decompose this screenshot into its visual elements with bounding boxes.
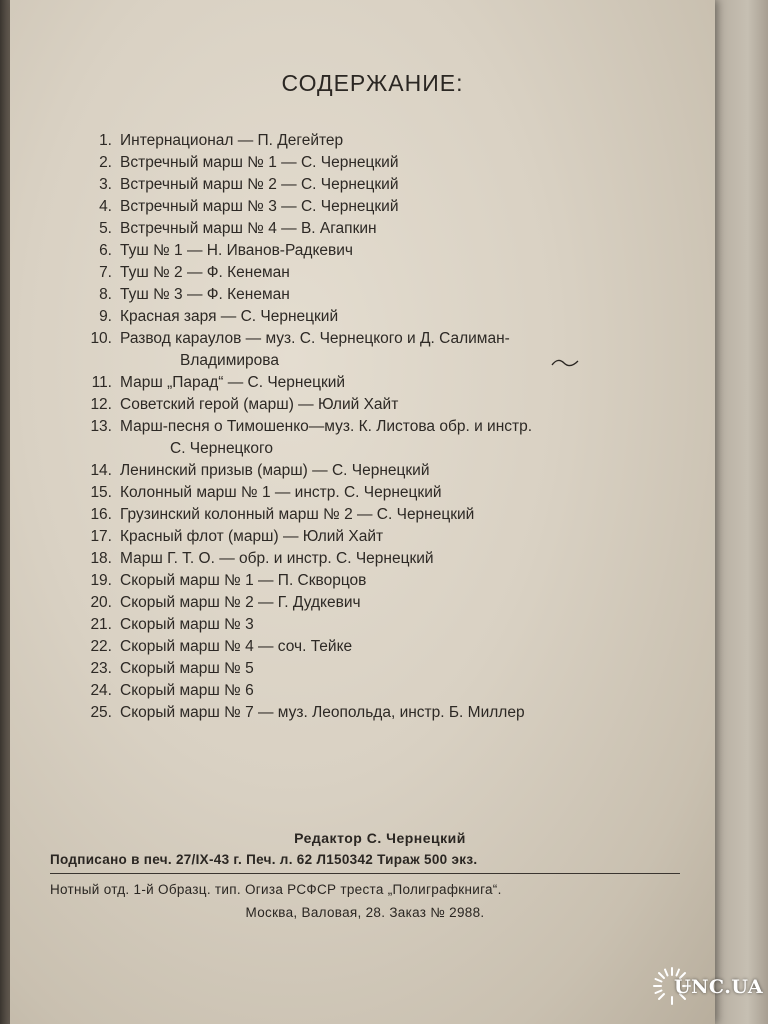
toc-item-title: Красный флот (марш) — Юлий Хайт xyxy=(120,528,384,545)
toc-item-number: 7. xyxy=(99,264,112,281)
toc-item-number: 18. xyxy=(90,550,112,567)
document-page xyxy=(10,0,715,1024)
toc-item xyxy=(70,174,690,196)
toc-item-title: Интернационал — П. Дегейтер xyxy=(120,132,344,149)
editor-line: Редактор С. Чернецкий xyxy=(294,830,466,846)
toc-item-number: 22. xyxy=(90,638,112,655)
toc-item xyxy=(70,658,690,680)
toc-item xyxy=(70,526,690,548)
toc-item-title: Скорый марш № 3 xyxy=(120,616,254,633)
toc-item-title: Скорый марш № 7 — муз. Леопольда, инстр. Б. Миллер xyxy=(120,704,525,721)
toc-item-title: Встречный марш № 3 — С. Чернецкий xyxy=(120,198,399,215)
imprint-line: Подписано в печ. 27/IX-43 г. Печ. л. 62 Л150342 Тираж 500 экз. xyxy=(50,852,680,874)
toc-item-number: 2. xyxy=(99,154,112,171)
printer-line: Нотный отд. 1-й Образц. тип. Огиза РСФСР треста „Полиграфкнига“. xyxy=(50,882,502,897)
publication-footer xyxy=(50,830,680,920)
toc-item xyxy=(70,328,690,372)
toc-item xyxy=(70,460,690,482)
toc-item-number: 24. xyxy=(90,682,112,699)
toc-item-continuation: С. Чернецкого xyxy=(170,440,273,457)
toc-item-number: 5. xyxy=(99,220,112,237)
toc-item-title: Скорый марш № 6 xyxy=(120,682,254,699)
toc-item-number: 17. xyxy=(90,528,112,545)
toc-item xyxy=(70,504,690,526)
toc-item-title: Встречный марш № 4 — В. Агапкин xyxy=(120,220,377,237)
toc-item-number: 13. xyxy=(90,418,112,435)
toc-item-title: Скорый марш № 1 — П. Скворцов xyxy=(120,572,367,589)
toc-item-title: Марш Г. Т. О. — обр. и инстр. С. Чернецкий xyxy=(120,550,434,567)
toc-item-number: 3. xyxy=(99,176,112,193)
toc-item-title: Туш № 3 — Ф. Кенеман xyxy=(120,286,290,303)
toc-item xyxy=(70,636,690,658)
toc-item xyxy=(70,306,690,328)
toc-item xyxy=(70,548,690,570)
toc-item xyxy=(70,284,690,306)
toc-item-title: Красная заря — С. Чернецкий xyxy=(120,308,339,325)
toc-item-title: Туш № 2 — Ф. Кенеман xyxy=(120,264,290,281)
toc-item-title: Скорый марш № 2 — Г. Дудкевич xyxy=(120,594,361,611)
toc-item-title: Марш-песня о Тимошенко—муз. К. Листова обр. и инстр. xyxy=(120,418,533,435)
toc-item-title: Встречный марш № 1 — С. Чернецкий xyxy=(120,154,399,171)
toc-item-number: 12. xyxy=(90,396,112,413)
toc-item-continuation: Владимирова xyxy=(180,352,279,369)
toc-item xyxy=(70,482,690,504)
toc-item xyxy=(70,130,690,152)
table-of-contents xyxy=(70,130,690,724)
address-line: Москва, Валовая, 28. Заказ № 2988. xyxy=(245,905,485,920)
toc-item-number: 9. xyxy=(99,308,112,325)
toc-item-number: 20. xyxy=(90,594,112,611)
watermark xyxy=(652,964,762,1014)
toc-item-title: Ленинский призыв (марш) — С. Чернецкий xyxy=(120,462,430,479)
toc-item-title: Встречный марш № 2 — С. Чернецкий xyxy=(120,176,399,193)
toc-item-number: 21. xyxy=(90,616,112,633)
toc-item-title: Советский герой (марш) — Юлий Хайт xyxy=(120,396,399,413)
toc-item-number: 14. xyxy=(90,462,112,479)
toc-item-title: Марш „Парад“ — С. Чернецкий xyxy=(120,374,346,391)
toc-item xyxy=(70,680,690,702)
toc-item xyxy=(70,702,690,724)
toc-item xyxy=(70,152,690,174)
toc-item-number: 19. xyxy=(90,572,112,589)
toc-item-title: Развод караулов — муз. С. Чернецкого и Д. Салиман- xyxy=(120,330,510,347)
toc-item-number: 10. xyxy=(90,330,112,347)
toc-item xyxy=(70,218,690,240)
toc-item xyxy=(70,262,690,284)
toc-item-number: 25. xyxy=(90,704,112,721)
toc-item-title: Колонный марш № 1 — инстр. С. Чернецкий xyxy=(120,484,442,501)
toc-item-title: Грузинский колонный марш № 2 — С. Чернецкий xyxy=(120,506,475,523)
toc-item xyxy=(70,394,690,416)
page-title: СОДЕРЖАНИЕ: xyxy=(281,70,464,96)
toc-item-number: 23. xyxy=(90,660,112,677)
toc-item-number: 4. xyxy=(99,198,112,215)
toc-item-title: Скорый марш № 5 xyxy=(120,660,254,677)
pen-mark-icon xyxy=(550,355,580,369)
toc-item-number: 11. xyxy=(91,374,112,391)
toc-item-number: 15. xyxy=(90,484,112,501)
toc-item xyxy=(70,570,690,592)
toc-item-number: 6. xyxy=(99,242,112,259)
toc-item xyxy=(70,416,690,460)
toc-item xyxy=(70,614,690,636)
toc-item-number: 1. xyxy=(99,132,112,149)
toc-item xyxy=(70,240,690,262)
toc-item-title: Туш № 1 — Н. Иванов-Радкевич xyxy=(120,242,353,259)
toc-item-number: 8. xyxy=(99,286,112,303)
toc-item xyxy=(70,196,690,218)
watermark-text: UNC.UA xyxy=(674,976,764,998)
toc-item-title: Скорый марш № 4 — соч. Тейке xyxy=(120,638,353,655)
toc-item xyxy=(70,372,690,394)
toc-item xyxy=(70,592,690,614)
toc-item-number: 16. xyxy=(90,506,112,523)
